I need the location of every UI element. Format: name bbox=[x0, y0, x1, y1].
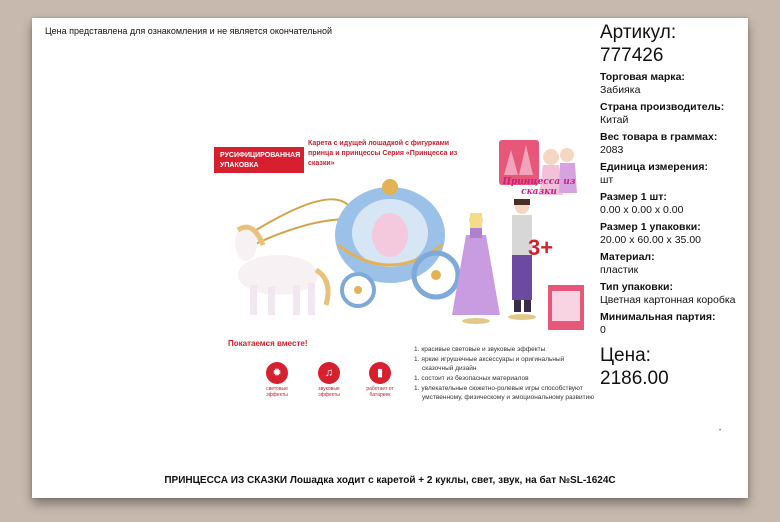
feature-light-label: световые эффекты bbox=[266, 386, 288, 398]
spec-label: Торговая марка: bbox=[600, 71, 685, 83]
spec-value: Китай bbox=[600, 114, 629, 126]
feature-sound bbox=[314, 362, 344, 398]
battery-icon: ▮ bbox=[369, 362, 391, 384]
spec-value: Забияка bbox=[600, 84, 641, 96]
spec-value: шт bbox=[600, 174, 614, 186]
logo-text: Принцесса из сказки bbox=[502, 177, 576, 197]
spec-item-size bbox=[600, 191, 750, 217]
bulb-icon: ✹ bbox=[266, 362, 288, 384]
spec-label: Вес товара в граммах: bbox=[600, 131, 718, 143]
slogan: Покатаемся вместе! bbox=[228, 339, 308, 348]
list-item: 1. красивые световые и звуковые эффекты bbox=[422, 345, 597, 354]
logo-emblem bbox=[499, 135, 579, 213]
list-item: 1. яркие игрушечные аксессуары и оригинальный сказочный дизайн bbox=[422, 355, 597, 373]
spec-value: 0.00 x 0.00 x 0.00 bbox=[600, 204, 684, 216]
price-block bbox=[600, 344, 750, 390]
article-label: Артикул: bbox=[600, 22, 677, 43]
product-sheet bbox=[32, 18, 748, 498]
spec-label: Минимальная партия: bbox=[600, 311, 716, 323]
music-icon: ♫ bbox=[318, 362, 340, 384]
spec-min-order bbox=[600, 311, 750, 337]
article-value: 777426 bbox=[600, 45, 664, 66]
product-headline: Карета с идущей лошадкой с фигурками принца и принцессы Серия «Принцесса из сказки» bbox=[308, 140, 458, 167]
feature-light bbox=[262, 362, 292, 398]
feature-list bbox=[414, 345, 597, 403]
spec-panel bbox=[600, 21, 750, 390]
list-item: 1. состоит из безопасных материалов bbox=[422, 374, 597, 383]
spec-value: 0 bbox=[600, 324, 606, 336]
spec-unit bbox=[600, 161, 750, 187]
price-label: Цена: bbox=[600, 345, 651, 366]
princess-logo bbox=[499, 135, 579, 213]
spec-value: 2083 bbox=[600, 144, 624, 156]
product-image bbox=[208, 125, 595, 405]
spec-label: Размер 1 шт: bbox=[600, 191, 667, 203]
spec-package-size bbox=[600, 221, 750, 247]
price-disclaimer: Цена представлена для ознакомления и не является окончательной bbox=[45, 26, 333, 36]
spec-label: Материал: bbox=[600, 251, 655, 263]
feature-sound-label: звуковые эффекты bbox=[318, 386, 340, 398]
spec-value: 20.00 x 60.00 x 35.00 bbox=[600, 234, 701, 246]
spec-label: Страна производитель: bbox=[600, 101, 725, 113]
spec-country bbox=[600, 101, 750, 127]
feature-battery-label: работает от батареек bbox=[366, 386, 394, 398]
feature-battery bbox=[365, 362, 395, 398]
spec-label: Единица измерения: bbox=[600, 161, 708, 173]
spec-label: Размер 1 упаковки: bbox=[600, 221, 701, 233]
spec-material bbox=[600, 251, 750, 277]
spec-package-type bbox=[600, 281, 750, 307]
spec-brand bbox=[600, 71, 750, 97]
russified-package-banner: РУСИФИЦИРОВАННАЯ УПАКОВКА bbox=[214, 147, 304, 173]
decorative-dot: • bbox=[719, 428, 722, 434]
spec-label: Тип упаковки: bbox=[600, 281, 673, 293]
spec-weight bbox=[600, 131, 750, 157]
spec-value: пластик bbox=[600, 264, 639, 276]
price-value: 2186.00 bbox=[600, 368, 669, 389]
spec-value: Цветная картонная коробка bbox=[600, 294, 736, 306]
product-title: ПРИНЦЕССА ИЗ СКАЗКИ Лошадка ходит с каретой + 2 куклы, свет, звук, на бат №SL-1624C bbox=[164, 475, 616, 486]
age-badge: 3+ bbox=[528, 235, 554, 260]
list-item: 1. увлекательные сюжетно-ролевые игры способствуют умственному, физическому и эмоциональному развитию bbox=[422, 384, 597, 402]
